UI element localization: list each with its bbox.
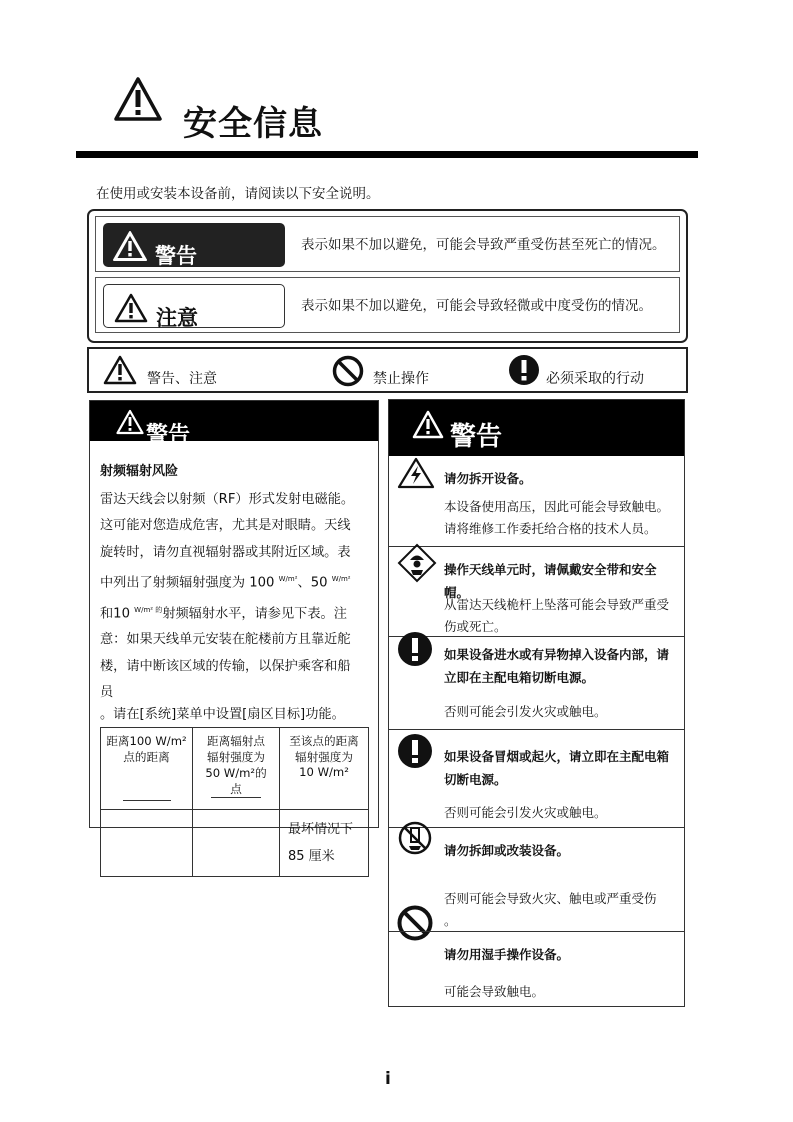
table-cell-text: 最坏情况下	[288, 822, 354, 837]
item-title: 如果设备冒烟或起火，请立即在主配电箱切断电源。	[444, 749, 670, 787]
table-header-line: 点	[211, 781, 261, 798]
prohibition-icon	[332, 355, 364, 387]
warning-triangle-icon	[412, 410, 444, 439]
item-body: 可能会导致触电。	[444, 984, 545, 999]
prohibition-icon	[397, 905, 433, 941]
item-title: 请勿拆卸或改装设备。	[444, 843, 570, 858]
symbol-label-warning: 警告、注意	[147, 371, 217, 387]
mandatory-action-icon	[397, 733, 433, 769]
table-header-cell	[193, 728, 280, 810]
rf-body-part: 雷达天线会以射频（RF）形式发射电磁能。这可能对您造成危害，尤其是对眼睛。天线旋转时，请勿直视辐射器或其附近区域。表中列出了射频辐射强度为 100	[100, 492, 355, 591]
item-divider	[389, 636, 684, 637]
blank-value-line	[123, 775, 171, 801]
panel-heading-text: 警告	[146, 423, 191, 448]
item-body: 否则可能会引发火灾或触电。	[444, 805, 607, 820]
caution-description: 表示如果不加以避免，可能会导致轻微或中度受伤的情况。	[301, 298, 652, 314]
mandatory-action-icon	[508, 354, 540, 386]
page-number: i	[385, 1069, 391, 1089]
table-header-line: 距离辐射点	[207, 734, 265, 748]
table-cell	[101, 810, 193, 877]
wear-helmet-harness-icon	[397, 543, 437, 583]
unit-superscript: W/m² 的	[134, 605, 163, 614]
intro-text: 在使用或安装本设备前，请阅读以下安全说明。	[96, 186, 380, 202]
rf-note: 。请在[系统]菜单中设置[扇区目标]功能。	[100, 707, 345, 722]
warning-triangle-icon	[113, 292, 149, 324]
symbol-label-mandatory: 必须采取的行动	[546, 371, 644, 387]
no-disassembly-icon	[397, 820, 433, 856]
item-title: 请勿用湿手操作设备。	[444, 947, 570, 962]
rf-section-title: 射频辐射风险	[100, 464, 179, 479]
table-header-line: 辐射强度为	[295, 750, 353, 764]
table-header-line: 至该点的距离	[289, 734, 359, 748]
table-header-line: 50 W/m²的	[205, 766, 267, 780]
table-header-line: 点的距离	[123, 750, 170, 764]
legend-row-caution	[95, 277, 680, 333]
item-body: 从雷达天线桅杆上坠落可能会导致严重受伤或死亡。	[444, 597, 670, 634]
page-title: 安全信息	[183, 104, 323, 144]
table-header-line: 10 W/m²	[299, 765, 349, 779]
item-divider	[389, 931, 684, 932]
warning-triangle-icon	[113, 76, 163, 122]
item-body-text: 否则可能会导致火灾、触电或严重受伤	[444, 891, 657, 906]
table-cell	[193, 810, 280, 877]
warning-triangle-icon	[112, 230, 148, 262]
table-header-line: 距离100 W/m²	[106, 734, 187, 748]
table-cell-text: 85 厘米	[288, 849, 335, 864]
symbol-label-prohibited: 禁止操作	[373, 371, 429, 387]
rf-body-part: 射频辐射水平，请参见下表。注意：如果天线单元安装在舵楼前方且靠近舵楼，请中断该区域的传输，以保护乘客和船员	[100, 605, 351, 700]
electric-shock-icon	[397, 457, 435, 489]
caution-label-badge	[103, 284, 285, 328]
item-body-text: 。	[444, 913, 457, 928]
item-body: 本设备使用高压，因此可能会导致触电。请将维修工作委托给合格的技术人员。	[444, 499, 670, 536]
item-title: 请勿拆开设备。	[444, 471, 532, 486]
unit-superscript: W/m²	[331, 574, 351, 583]
item-body: 否则可能会引发火灾或触电。	[444, 704, 607, 719]
warning-label-badge	[103, 223, 285, 267]
table-header-cell	[101, 728, 193, 810]
warning-label-text: 警告	[155, 244, 197, 268]
legend-row-warning	[95, 216, 680, 272]
item-body	[444, 888, 680, 932]
item-divider	[389, 827, 684, 828]
panel-heading-text: 警告	[450, 422, 503, 452]
table-cell	[280, 810, 369, 877]
title-divider	[76, 151, 698, 158]
item-divider	[389, 729, 684, 730]
rf-distance-table	[100, 727, 369, 877]
unit-superscript: W/m²	[278, 574, 298, 583]
warning-triangle-icon	[116, 409, 144, 435]
item-title: 如果设备进水或有异物掉入设备内部，请立即在主配电箱切断电源。	[444, 647, 670, 685]
caution-label-text: 注意	[156, 306, 198, 330]
rf-body-text	[100, 487, 362, 706]
table-header-cell	[280, 728, 369, 810]
warning-triangle-icon	[103, 355, 137, 385]
item-title: 操作天线单元时，请佩戴安全带和安全帽。	[444, 562, 657, 600]
mandatory-action-icon	[397, 631, 433, 667]
rf-body-part: 和10	[100, 605, 135, 621]
table-header-line: 辐射强度为	[207, 750, 265, 764]
rf-body-part: 、50	[297, 575, 332, 591]
warning-description: 表示如果不加以避免，可能会导致严重受伤甚至死亡的情况。	[301, 237, 666, 253]
